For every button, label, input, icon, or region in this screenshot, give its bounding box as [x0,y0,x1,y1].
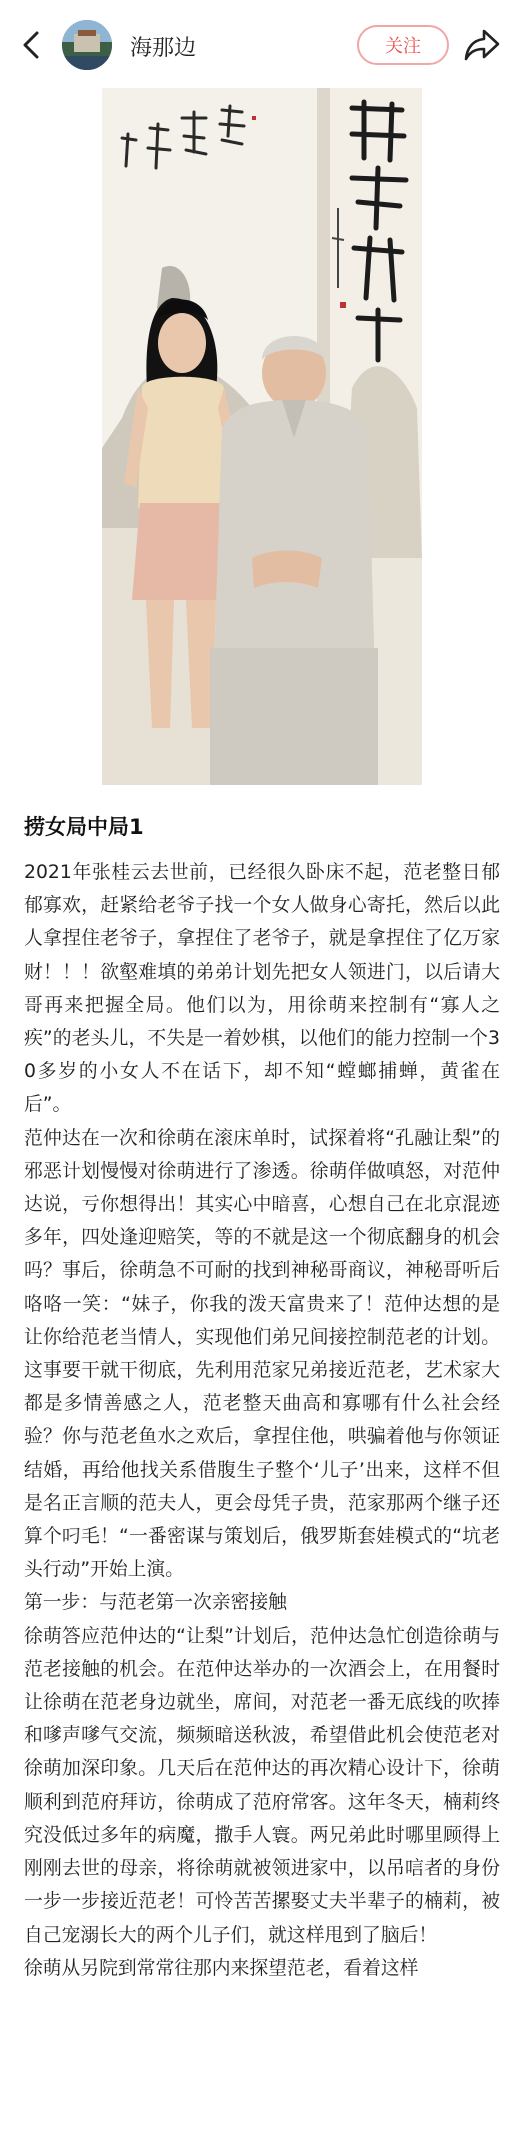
author-avatar[interactable] [62,20,112,70]
author-name[interactable]: 海那边 [130,36,197,61]
article-paragraph-1: 2021年张桂云去世前，已经很久卧床不起，范老整日郁郁寡欢，赶紧给老爷子找一个女人做身心寄托，然后以此人拿捏住老爷子，拿捏住了老爷子，就是拿捏住了亿万家财！！！欲壑难填的弟弟计划先把女人领进门，以后请大哥再来把握全局。他们以为，用徐萌来控制有“寡人之疾”的老头儿，不失是一着妙棋，以他们的能力控制一个30多岁的小女人不在话下，却不知“螳螂捕蝉，黄雀在后”。 [24,862,500,1116]
photo-illustration [102,88,422,785]
share-arrow-icon [462,27,502,63]
share-button[interactable] [462,27,502,63]
article-section-heading: 第一步：与范老第一次亲密接触 [24,1592,287,1614]
chevron-left-icon [20,30,42,60]
top-navigation-bar [0,0,524,90]
back-button[interactable] [14,28,48,62]
follow-button[interactable]: 关注 [357,25,449,65]
article-paragraph-3: 徐萌答应范仲达的“让梨”计划后，范仲达急忙创造徐萌与范老接触的机会。在范仲达举办的一次酒会上，在用餐时让徐萌在范老身边就坐，席间，对范老一番无底线的吹捧和嗲声嗲气交流，频频暗送秋波，希望借此机会使范老对徐萌加深印象。几天后在范仲达的再次精心设计下，徐萌顺利到范府拜访，徐萌成了范府常客。这年冬天，楠莉终究没低过多年的病魔，撒手人寰。两兄弟此时哪里顾得上刚刚去世的母亲，将徐萌就被领进家中，以吊唁者的身份一步一步接近范老！可怜苦苦摞娶丈夫半辈子的楠莉，被自己宠溺长大的两个儿子们，就这样甩到了脑后！ [24,1625,500,1946]
avatar-image [62,20,112,70]
article-paragraph-4: 徐萌从另院到常常往那内来探望范老，看着这样 [24,1957,419,1979]
article-photo[interactable] [102,88,422,785]
article-title: 捞女局中局1 [24,815,144,839]
article-paragraph-2: 范仲达在一次和徐萌在滚床单时，试探着将“孔融让梨”的邪恶计划慢慢对徐萌进行了渗透。徐萌佯做嗔怒，对范仲达说，亏你想得出！其实心中暗喜，心想自己在北京混迹多年，四处逢迎赔笑，等的不就是这一个彻底翻身的机会吗？事后，徐萌急不可耐的找到神秘哥商议，神秘哥听后咯咯一笑：“妹子，你我的泼天富贵来了！范仲达想的是让你给范老当情人，实现他们弟兄间接控制范老的计划。这事要干就干彻底，先利用范家兄弟接近范老，艺术家大都是多情善感之人，范老整天曲高和寡哪有什么社会经验？你与范老鱼水之欢后，拿捏住他，哄骗着他与你领证结婚，再给他找关系借腹生子整个‘儿子’出来，这样不但是名正言顺的范夫人，更会母凭子贵，范家那两个继子还算个叼毛！“一番密谋与策划后，俄罗斯套娃模式的“坑老头行动”开始上演。 [24,1127,500,1581]
article-body [24,800,500,1985]
